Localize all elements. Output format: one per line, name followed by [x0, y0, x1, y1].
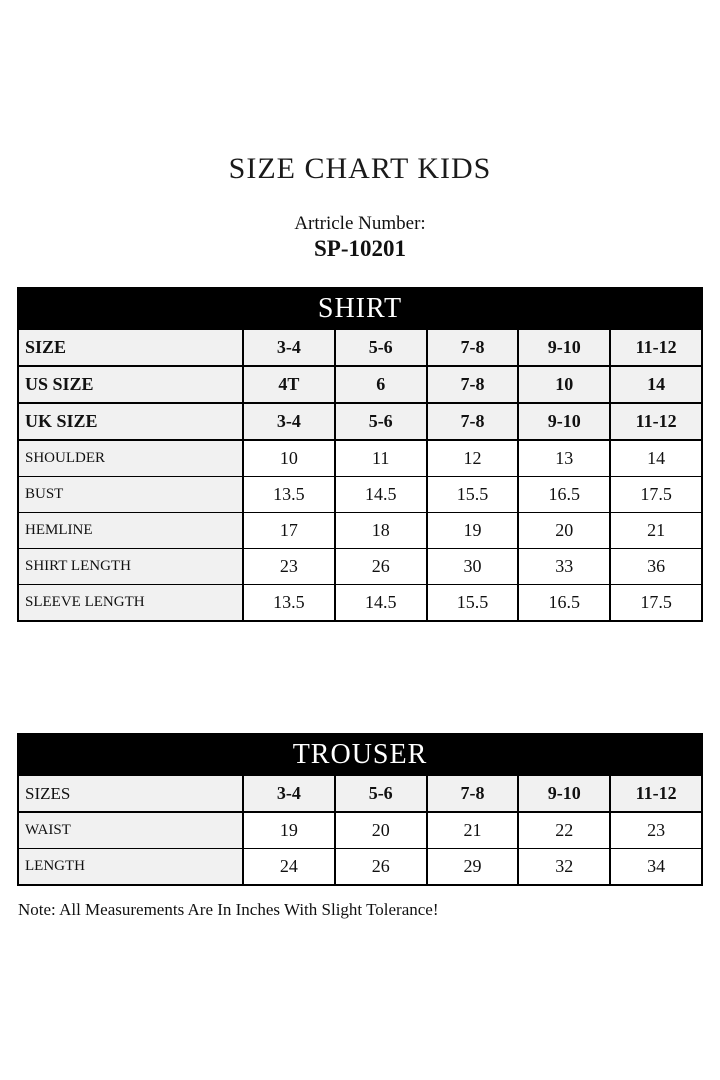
table-cell: 3-4	[243, 403, 335, 440]
table-cell: 11-12	[610, 775, 702, 812]
table-cell: 19	[243, 812, 335, 849]
table-cell: 11	[335, 440, 427, 477]
table-cell: 17.5	[610, 477, 702, 513]
table-cell: 13	[518, 440, 610, 477]
table-cell: 13.5	[243, 585, 335, 622]
table-row	[18, 366, 702, 403]
table-cell: 9-10	[518, 775, 610, 812]
table-cell: 22	[518, 812, 610, 849]
row-label-sizes: SIZES	[18, 775, 243, 812]
table-row	[18, 849, 702, 886]
table-cell: 18	[335, 513, 427, 549]
table-row	[18, 403, 702, 440]
row-label-shirt-length: SHIRT LENGTH	[18, 549, 243, 585]
table-cell: 26	[335, 849, 427, 886]
table-cell: 3-4	[243, 775, 335, 812]
table-row	[18, 329, 702, 366]
table-row	[18, 812, 702, 849]
row-label-shoulder: SHOULDER	[18, 440, 243, 477]
table-cell: 5-6	[335, 775, 427, 812]
table-cell: 10	[518, 366, 610, 403]
page-title: SIZE CHART KIDS	[228, 152, 492, 185]
table-cell: 36	[610, 549, 702, 585]
row-label-length: LENGTH	[18, 849, 243, 886]
row-label-sleeve-length: SLEEVE LENGTH	[18, 585, 243, 622]
table-cell: 10	[243, 440, 335, 477]
table-cell: 13.5	[243, 477, 335, 513]
table-cell: 16.5	[518, 585, 610, 622]
table-cell: 9-10	[518, 403, 610, 440]
table-cell: 7-8	[427, 366, 519, 403]
table-cell: 5-6	[335, 329, 427, 366]
table-cell: 3-4	[243, 329, 335, 366]
table-cell: 21	[610, 513, 702, 549]
table-cell: 24	[243, 849, 335, 886]
row-label-us-size: US SIZE	[18, 366, 243, 403]
trouser-table-header-row	[18, 734, 702, 775]
table-row	[18, 513, 702, 549]
article-number-value: SP-10201	[314, 236, 406, 261]
table-cell: 17	[243, 513, 335, 549]
table-cell: 6	[335, 366, 427, 403]
table-cell: 26	[335, 549, 427, 585]
table-cell: 14.5	[335, 477, 427, 513]
table-cell: 20	[335, 812, 427, 849]
table-cell: 7-8	[427, 775, 519, 812]
table-cell: 30	[427, 549, 519, 585]
table-cell: 17.5	[610, 585, 702, 622]
article-number-label: Artricle Number:	[294, 213, 426, 234]
table-cell: 11-12	[610, 329, 702, 366]
shirt-table-title: SHIRT	[18, 288, 702, 329]
table-cell: 21	[427, 812, 519, 849]
table-cell: 15.5	[427, 585, 519, 622]
table-cell: 20	[518, 513, 610, 549]
row-label-bust: BUST	[18, 477, 243, 513]
table-row	[18, 440, 702, 477]
table-cell: 19	[427, 513, 519, 549]
measurement-note: Note: All Measurements Are In Inches With Slight Tolerance!	[18, 900, 439, 919]
table-cell: 7-8	[427, 329, 519, 366]
table-cell: 16.5	[518, 477, 610, 513]
table-row	[18, 775, 702, 812]
table-cell: 5-6	[335, 403, 427, 440]
row-label-uk-size: UK SIZE	[18, 403, 243, 440]
row-label-hemline: HEMLINE	[18, 513, 243, 549]
table-cell: 7-8	[427, 403, 519, 440]
table-cell: 9-10	[518, 329, 610, 366]
table-cell: 15.5	[427, 477, 519, 513]
table-cell: 14	[610, 440, 702, 477]
table-cell: 4T	[243, 366, 335, 403]
table-row	[18, 585, 702, 622]
trouser-table-title: TROUSER	[18, 734, 702, 775]
table-cell: 32	[518, 849, 610, 886]
table-cell: 23	[243, 549, 335, 585]
table-row	[18, 549, 702, 585]
trouser-size-table	[17, 733, 703, 886]
shirt-table-header-row	[18, 288, 702, 329]
table-cell: 14.5	[335, 585, 427, 622]
table-cell: 34	[610, 849, 702, 886]
table-cell: 23	[610, 812, 702, 849]
row-label-waist: WAIST	[18, 812, 243, 849]
table-cell: 29	[427, 849, 519, 886]
row-label-size: SIZE	[18, 329, 243, 366]
table-cell: 11-12	[610, 403, 702, 440]
table-cell: 33	[518, 549, 610, 585]
shirt-size-table	[17, 287, 703, 622]
table-row	[18, 477, 702, 513]
table-cell: 12	[427, 440, 519, 477]
table-cell: 14	[610, 366, 702, 403]
